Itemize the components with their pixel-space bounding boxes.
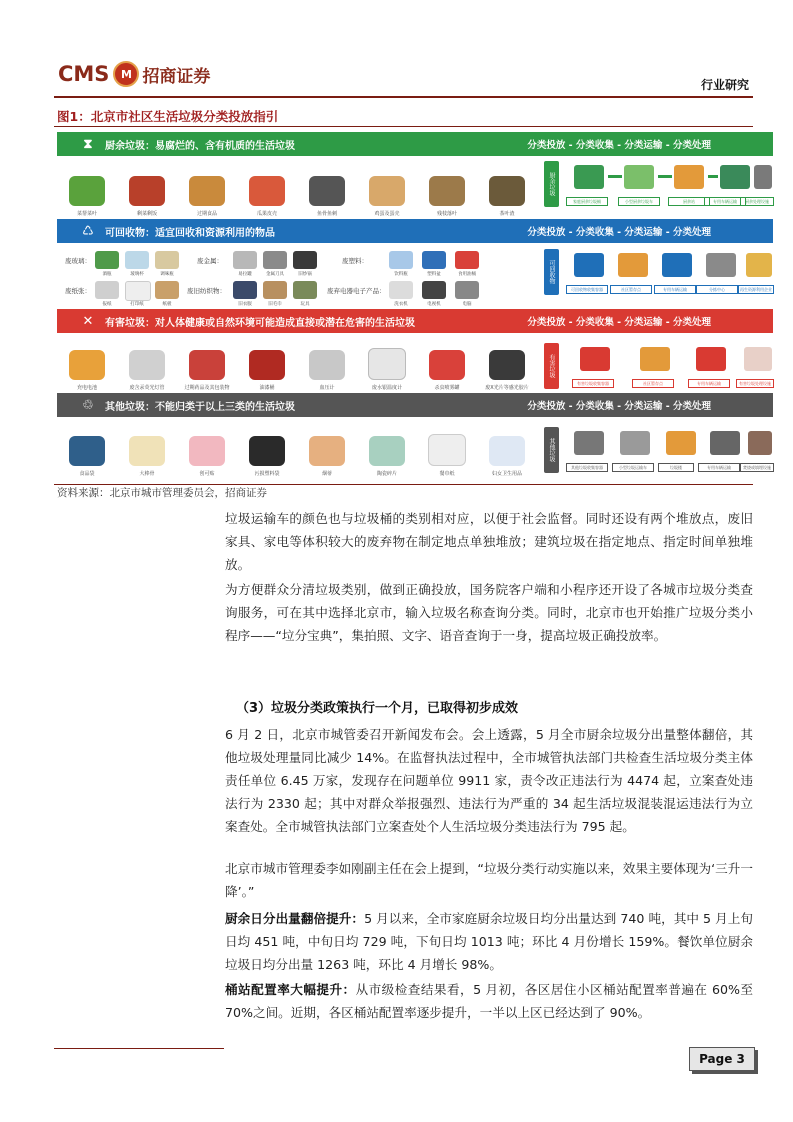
paragraph-quote: 北京市城市管理委李如刚副主任在会上提到，“垃圾分类行动实施以来，效果主要体现为‘三升一降’。” <box>225 861 753 899</box>
section-title: 厨余垃圾：易腐烂的、含有机质的生活垃圾 <box>105 140 295 152</box>
clothes-icon <box>233 281 257 299</box>
list-item: 鱼骨鱼刺 <box>301 176 353 217</box>
figure-title: 图1：北京市社区生活垃圾分类投放指引 <box>57 109 279 124</box>
paragraph-bin-stations: 桶站配置率大幅提升：从市级检查结果看，5 月初，各区居住小区桶站配置率普遍在 60%至 70%之间。近期，各区桶站配置率逐步提升，一半以上区已经达到了 90%。 <box>225 982 754 1020</box>
cross-icon: ✕ <box>82 313 94 329</box>
list-item: 陶瓷碎片 <box>361 436 413 477</box>
blood-pressure-icon <box>309 350 345 380</box>
list-item: 废含汞荧光灯管 <box>121 350 173 391</box>
section-bar-recyclables <box>57 219 773 243</box>
newspaper-icon <box>95 281 119 299</box>
arrow-icon <box>658 175 672 178</box>
section-title: 有害垃圾：对人体健康或自然环境可能造成直接或潜在危害的生活垃圾 <box>105 317 415 329</box>
house-icon <box>640 347 670 371</box>
paper-icon <box>125 281 151 301</box>
vegetable-icon <box>69 176 105 206</box>
recycle-icon: ♲ <box>82 397 94 413</box>
list-item: 菜帮菜叶 <box>61 176 113 217</box>
list-item: 剩菜剩饭 <box>121 176 173 217</box>
facility-icon <box>744 347 772 371</box>
figure-title-divider <box>54 126 753 127</box>
other-waste-items <box>57 427 537 477</box>
station-icon <box>674 165 704 189</box>
oil-drum-icon <box>455 251 479 269</box>
battery-icon <box>69 350 105 380</box>
section-title: 其他垃圾：不能归类于以上三类的生活垃圾 <box>105 401 295 413</box>
other-waste-flow: 其他垃圾 其他垃圾收集容器 小型垃圾运输车 垃圾楼 专用车辆运输 焚烧或填埋设施 <box>544 425 773 483</box>
flow-label: 其他垃圾 <box>544 427 559 473</box>
list-item: 茶叶渣 <box>481 176 533 217</box>
bin-icon <box>574 165 604 189</box>
bin-icon <box>574 253 604 277</box>
header-divider <box>54 96 753 98</box>
section-flow-text: 分类投放 - 分类收集 - 分类运输 - 分类处理 <box>527 401 711 412</box>
sorting-center-icon <box>706 253 736 277</box>
kitchen-waste-items <box>57 167 537 217</box>
trash-bag-icon <box>249 436 285 466</box>
factory-icon <box>746 253 772 277</box>
factory-icon <box>748 431 772 455</box>
list-item: 食品袋 <box>61 436 113 477</box>
paragraph-kitchen-waste: 厨余日分出量翻倍提升：5 月以来，全市家庭厨余垃圾日均分出量达到 740 吨，其中 5 月上旬日均 451 吨，中旬日均 729 吨，下旬日均 1013 吨；环比 4 月份增长 159%。餐饮单位厨余垃圾日均分出量 1263 吨，环比 4 月增长 98%。 <box>225 911 753 972</box>
list-item: 废水银温度计 <box>361 348 413 391</box>
glass-icon <box>125 251 149 269</box>
logo-company-name: 招商证券 <box>142 66 211 87</box>
flow-label: 有害垃圾 <box>544 343 559 389</box>
egg-icon <box>369 176 405 206</box>
bin-icon <box>574 431 604 455</box>
section-bar-kitchen-waste <box>57 132 773 156</box>
wok-icon <box>293 251 317 269</box>
company-logo <box>58 60 210 88</box>
list-item: 血压计 <box>301 350 353 391</box>
list-item: 废X光片等感光胶片 <box>481 350 533 391</box>
logo-cms-text: CMS <box>58 62 110 86</box>
fruit-peel-icon <box>249 176 285 206</box>
plastic-bottle-icon <box>389 251 413 269</box>
list-item: 过期药品及其包装物 <box>181 350 233 391</box>
medicine-icon <box>189 350 225 380</box>
list-item: 妇女卫生用品 <box>481 436 533 477</box>
list-item: 油漆桶 <box>241 350 293 391</box>
paragraph-query-service: 为方便群众分清垃圾类别，做到正确投放，国务院客户端和小程序还开设了各城市垃圾分类查询服务，可在其中选择北京市，输入垃圾名称查询分类。同时，北京市也开始推广垃圾分类小程序——“垃分宝典”，集拍照、文字、语音查询于一身，提高垃圾正确投放率。 <box>225 582 753 643</box>
tv-icon <box>422 281 446 299</box>
cart-icon <box>624 165 654 189</box>
knife-icon <box>263 251 287 269</box>
food-bag-icon <box>69 436 105 466</box>
factory-icon <box>754 165 772 189</box>
tissue-icon <box>428 434 466 466</box>
can-icon <box>233 251 257 269</box>
paragraph-transport: 垃圾运输车的颜色也与垃圾桶的类别相对应，以便于社会监督。同时还设有两个堆放点，废旧家具、家电等体积较大的废弃物在制定地点单独堆放；建筑垃圾在指定地点、指定时间单独堆放。 <box>225 511 753 572</box>
leftovers-icon <box>129 176 165 206</box>
bone-icon <box>129 436 165 466</box>
section-flow-text: 分类投放 - 分类收集 - 分类运输 - 分类处理 <box>527 140 711 151</box>
cigarette-icon <box>309 436 345 466</box>
waste-sorting-infographic <box>57 129 773 480</box>
list-item: 餐巾纸 <box>421 434 473 477</box>
section-bar-hazardous-waste <box>57 309 773 333</box>
washing-machine-icon <box>389 281 413 299</box>
logo-badge-icon: M <box>113 61 139 87</box>
spray-can-icon <box>429 350 465 380</box>
arrow-icon <box>708 175 718 178</box>
recycle-icon: ♺ <box>82 223 94 239</box>
bin-icon <box>580 347 610 371</box>
flow-label: 厨余垃圾 <box>544 161 559 207</box>
hourglass-icon: ⧗ <box>83 136 93 152</box>
plant-icon <box>429 176 465 206</box>
truck-icon <box>696 347 726 371</box>
figure-source: 资料来源：北京市城市管理委员会，招商证券 <box>57 487 267 499</box>
footer-divider <box>54 1048 224 1049</box>
ceramic-icon <box>369 436 405 466</box>
hazardous-waste-items <box>57 339 537 391</box>
house-icon <box>618 253 648 277</box>
sanitary-icon <box>489 436 525 466</box>
cart-icon <box>620 431 650 455</box>
section-flow-text: 分类投放 - 分类收集 - 分类运输 - 分类处理 <box>527 227 711 238</box>
bread-icon <box>189 176 225 206</box>
list-item: 过期食品 <box>181 176 233 217</box>
section-title: 可回收物：适宜回收和资源利用的物品 <box>105 227 275 239</box>
computer-icon <box>455 281 479 299</box>
cardboard-icon <box>155 281 179 299</box>
jar-icon <box>155 251 179 269</box>
film-icon <box>489 350 525 380</box>
flow-label: 可回收物 <box>544 249 559 295</box>
bottle-icon <box>95 251 119 269</box>
list-item: 大棒骨 <box>121 436 173 477</box>
section-flow-text: 分类投放 - 分类收集 - 分类运输 - 分类处理 <box>527 317 711 328</box>
bandage-icon <box>189 436 225 466</box>
hazardous-waste-flow: 有害垃圾 有害垃圾收集容器 社区暂存点 专用车辆运输 有害垃圾处理设施 <box>544 341 773 399</box>
list-item: 瓜果皮壳 <box>241 176 293 217</box>
recyclables-row-2: 废纸张： 报纸 打印纸 纸板 废旧纺织物： 旧衣服 旧毛巾 玩具 废弃电器电子产品： 洗衣机 电视机 电脑 <box>57 277 537 307</box>
report-category: 行业研究 <box>700 78 749 92</box>
list-item: 杀虫喷雾罐 <box>421 350 473 391</box>
paragraph-lead: 厨余日分出量翻倍提升： <box>225 911 365 926</box>
towel-icon <box>263 281 287 299</box>
toy-icon <box>293 281 317 299</box>
list-item: 污损塑料袋 <box>241 436 293 477</box>
section-bar-other-waste <box>57 393 773 417</box>
basin-icon <box>422 251 446 269</box>
paragraph-press-conference: 6 月 2 日，北京市城管委召开新闻发布会。会上透露，5 月全市厨余垃圾分出量整体翻倍，其他垃圾处理量同比减少 14%。在监督执法过程中，全市城管执法部门共检查生活垃圾分类主体责任单位 6.45 万家，发现存在问题单位 9911 家，责令改正违法行为 4474 起，立案查处违法行为 2330 起；其中对群众举报强烈、违法行为严重的 34 起生活垃圾混装混运违法行为立案查处。全市城管执法部门立案查处个人生活垃圾分类违法行为 795 起。 <box>225 727 753 834</box>
thermometer-icon <box>368 348 406 380</box>
fish-bone-icon <box>309 176 345 206</box>
recyclables-row-1: 废玻璃： 酒瓶 玻璃杯 调味瓶 废金属： 易拉罐 金属刀具 旧炒锅 废塑料： 饮料瓶 塑料盆 食用油桶 <box>57 247 537 277</box>
section-heading: （3）垃圾分类政策执行一个月，已取得初步成效 <box>236 701 519 716</box>
tea-leaves-icon <box>489 176 525 206</box>
list-item: 残枝落叶 <box>421 176 473 217</box>
list-item: 烟蒂 <box>301 436 353 477</box>
list-item: 充电电池 <box>61 350 113 391</box>
page-number: Page 3 <box>689 1047 755 1071</box>
list-item: 鸡蛋及蛋壳 <box>361 176 413 217</box>
kitchen-waste-flow: 厨余垃圾 家庭厨余垃圾桶 小型厨余垃圾车 厨余站 专用车辆运输 厨余处理设施 <box>544 159 773 217</box>
paragraph-lead: 桶站配置率大幅提升： <box>225 982 356 997</box>
arrow-icon <box>608 175 622 178</box>
truck-icon <box>720 165 750 189</box>
list-item: 创可贴 <box>181 436 233 477</box>
station-icon <box>666 431 696 455</box>
recyclables-flow: 可回收物 可回收物收集容器 社区暂存点 专用车辆运输 分拣中心 再生资源利用企业 <box>544 247 773 305</box>
paint-can-icon <box>249 350 285 380</box>
fluorescent-tube-icon <box>129 350 165 380</box>
truck-icon <box>662 253 692 277</box>
truck-icon <box>710 431 740 455</box>
